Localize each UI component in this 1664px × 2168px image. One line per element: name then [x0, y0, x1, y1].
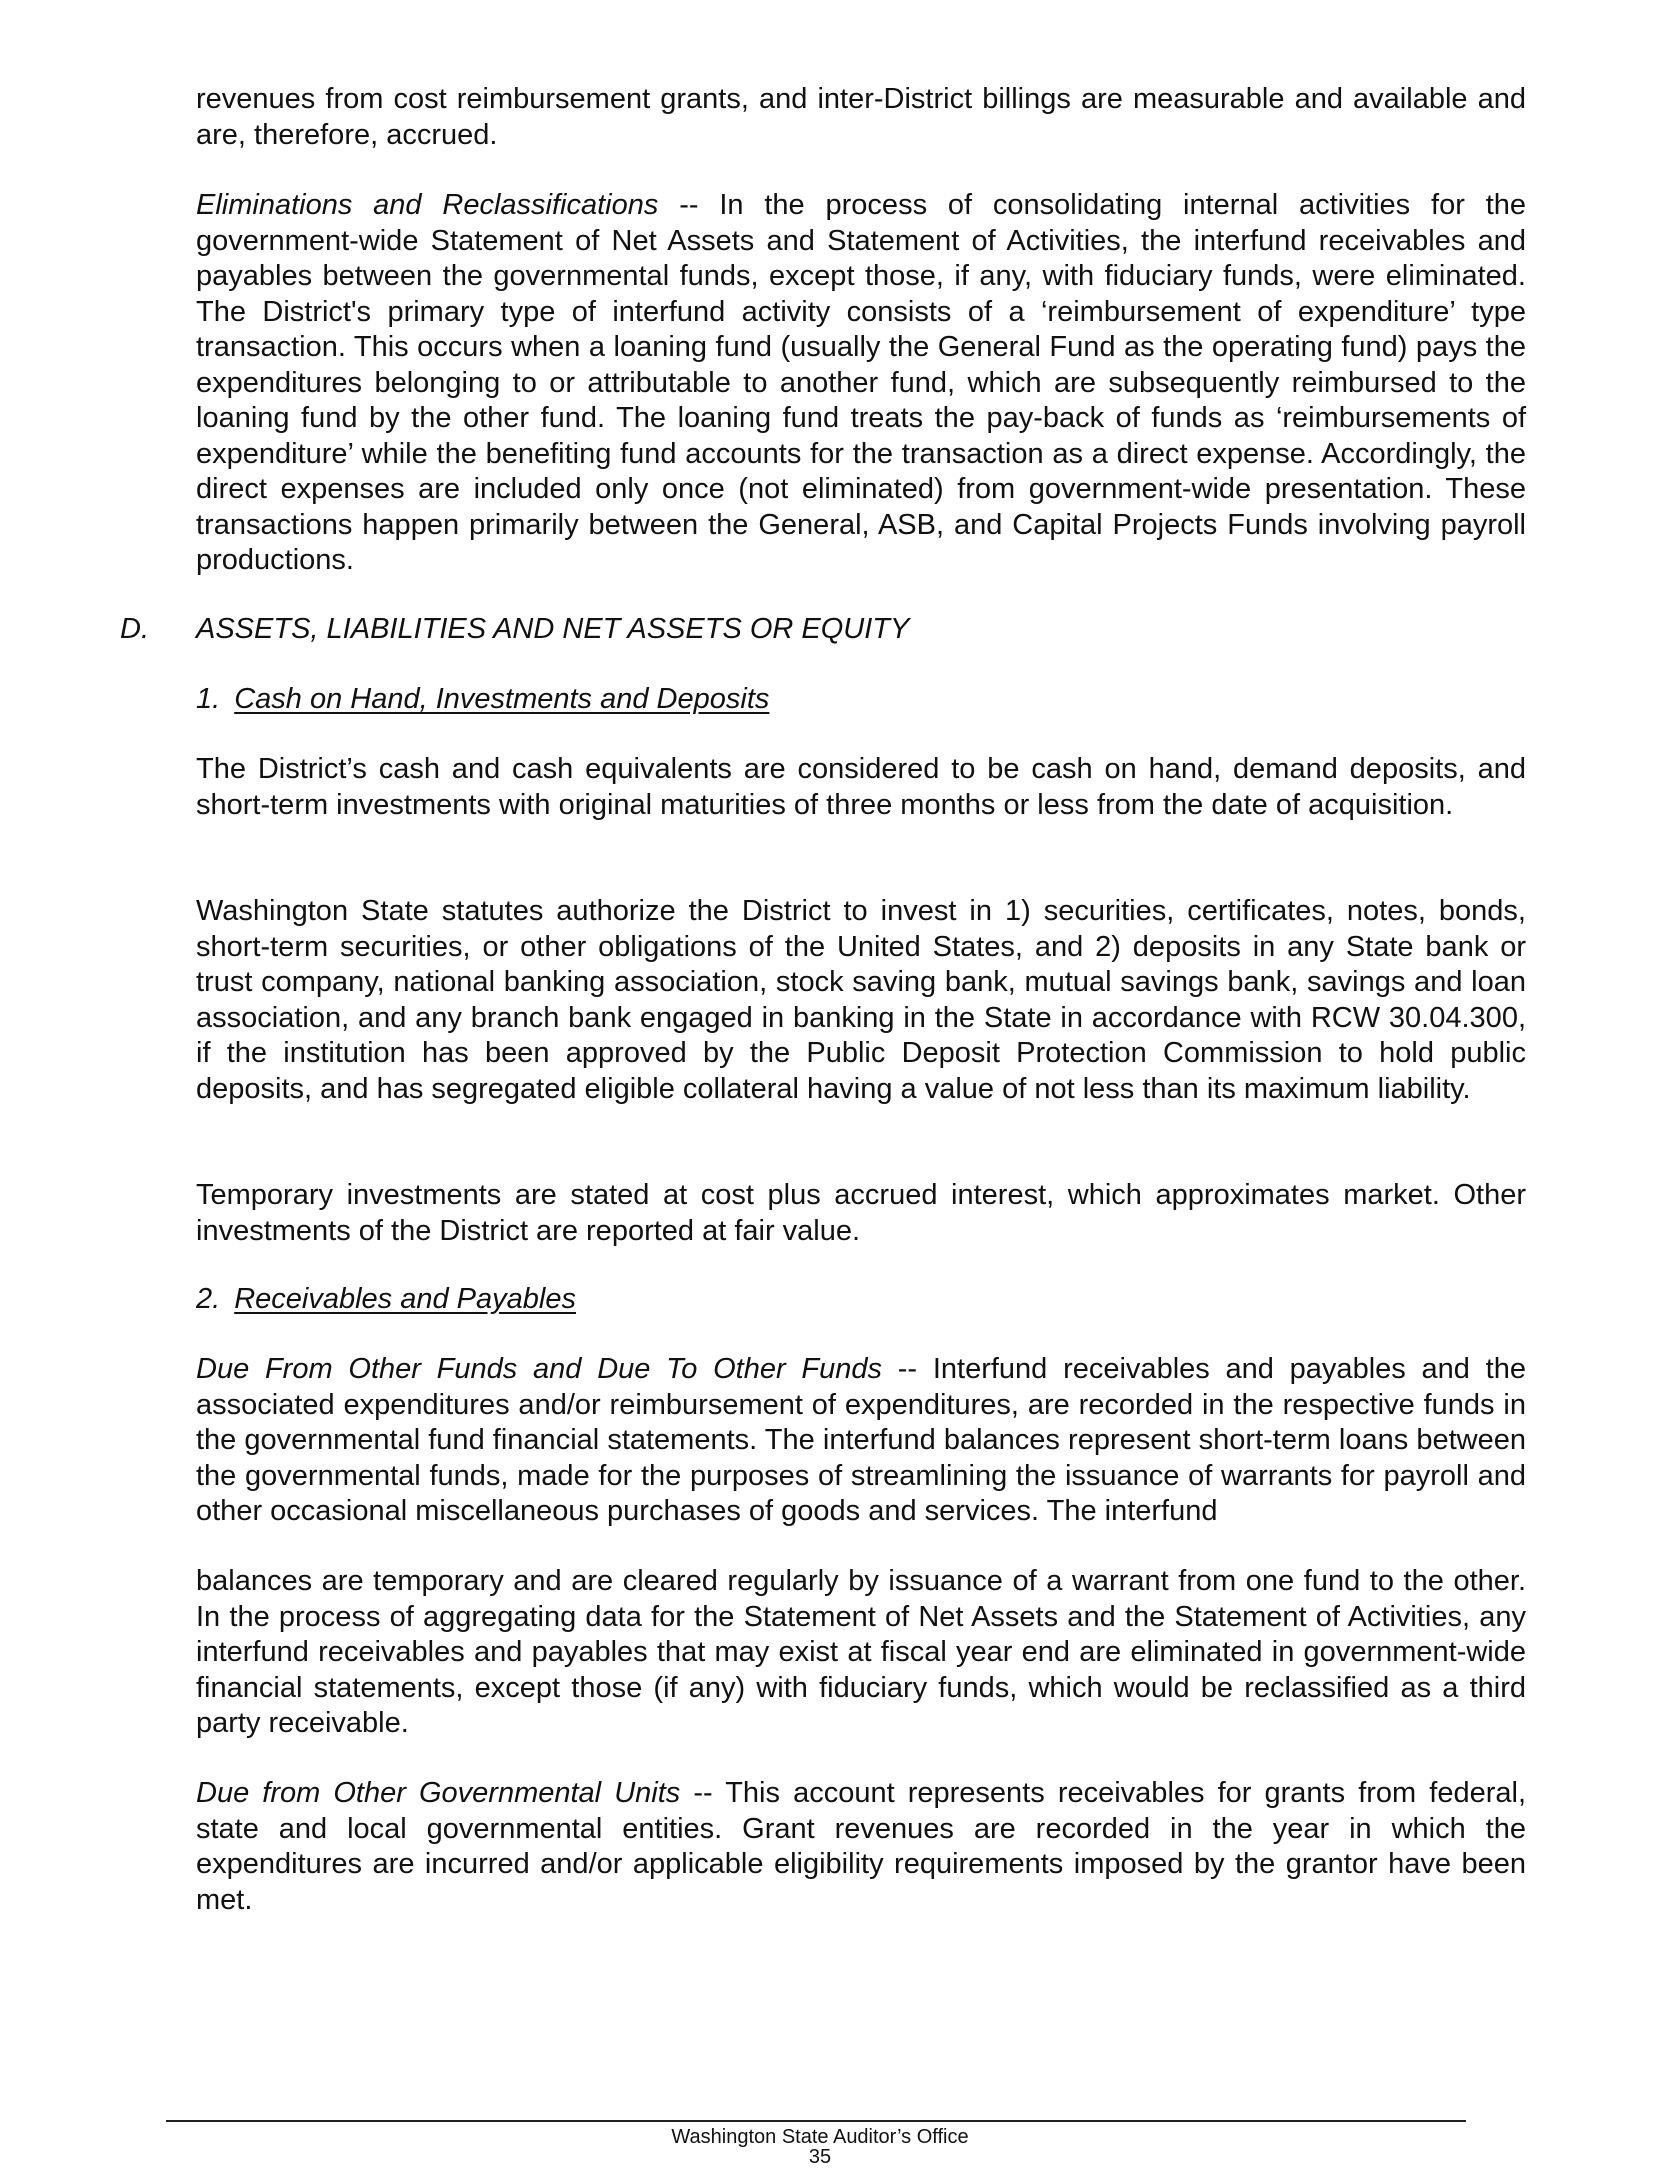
- eliminations-lead: Eliminations and Reclassifications: [196, 189, 659, 221]
- paragraph-interfund-balances: balances are temporary and are cleared regularly by issuance of a warrant from one fund to the other. In the process of aggregating data for the Statement of Net Assets and the Statement of Activities, any interfund receivables and payables that may exist at fiscal year end are eliminated in government-wide financial statements, except those (if any) with fiduciary funds, which would be reclassified as a third party receivable.: [196, 1565, 1526, 1739]
- due-from-other-funds-body: -- Interfund receivables and payables and the associated expenditures and/or reimbursement of expenditures, are recorded in the respective funds in the governmental fund financial statements. The interfund balances represent short-term loans between the governmental funds, made for the purposes of streamlining the issuance of warrants for payroll and other occasional miscellaneous purchases of goods and services. The interfund: [196, 1353, 1526, 1527]
- paragraph-due-from-other-funds: [196, 1352, 1526, 1530]
- subsection-title: Receivables and Payables: [234, 1283, 576, 1315]
- subsection-receivables-heading: [196, 1282, 576, 1317]
- subsection-number: 1.: [196, 683, 221, 715]
- footer-office: Washington State Auditor’s Office: [671, 2126, 969, 2148]
- footer-rule: [166, 2120, 1466, 2122]
- subsection-title: Cash on Hand, Investments and Deposits: [234, 683, 770, 715]
- paragraph-eliminations: [196, 188, 1526, 579]
- paragraph-revenues: revenues from cost reimbursement grants, and inter-District billings are measurable and available and are, therefore, accrued.: [196, 83, 1526, 151]
- due-from-governmental-units-lead: Due from Other Governmental Units: [196, 1777, 681, 1809]
- subsection-number: 2.: [196, 1283, 221, 1315]
- section-letter: D.: [120, 613, 149, 645]
- due-from-governmental-units-body: -- This account represents receivables for grants from federal, state and local governmental entities. Grant revenues are recorded in the year in which the expenditures are incurred and/or applicable eligibility requirements imposed by the grantor have been met.: [196, 1777, 1527, 1916]
- paragraph-cash-equivalents: The District’s cash and cash equivalents are considered to be cash on hand, demand deposits, and short-term investments with original maturities of three months or less from the date of acquisition.: [196, 753, 1526, 821]
- page-number: 35: [808, 2146, 832, 2168]
- section-title: ASSETS, LIABILITIES AND NET ASSETS OR EQUITY: [196, 613, 910, 645]
- eliminations-body: -- In the process of consolidating internal activities for the government-wide Statement of Net Assets and Statement of Activities, the interfund receivables and payables between the governmental funds, except those, if any, with fiduciary funds, were eliminated. The District's primary type of interfund activity consists of a ‘reimbursement of expenditure’ type transaction. This occurs when a loaning fund (usually the General Fund as the operating fund) pays the expenditures belonging to or attributable to another fund, which are subsequently reimbursed to the loaning fund by the other fund. The loaning fund treats the pay-back of funds as ‘reimbursements of expenditure’ while the benefiting fund accounts for the transaction as a direct expense. Accordingly, the direct expenses are included only once (not eliminated) from government-wide presentation. These transactions happen primarily between the General, ASB, and Capital Projects Funds involving payroll productions.: [196, 189, 1527, 576]
- due-from-other-funds-lead: Due From Other Funds and Due To Other Funds: [196, 1353, 882, 1385]
- subsection-cash-heading: [196, 682, 769, 717]
- paragraph-temporary-investments: Temporary investments are stated at cost plus accrued interest, which approximates market. Other investments of the District are reported at fair value.: [196, 1179, 1526, 1247]
- paragraph-state-statutes: Washington State statutes authorize the District to invest in 1) securities, certificates, notes, bonds, short-term securities, or other obligations of the United States, and 2) deposits in any State bank or trust company, national banking association, stock saving bank, mutual savings bank, savings and loan association, and any branch bank engaged in banking in the State in accordance with RCW 30.04.300, if the institution has been approved by the Public Deposit Protection Commission to hold public deposits, and has segregated eligible collateral having a value of not less than its maximum liability.: [196, 895, 1526, 1105]
- paragraph-due-from-governmental-units: [196, 1776, 1526, 1918]
